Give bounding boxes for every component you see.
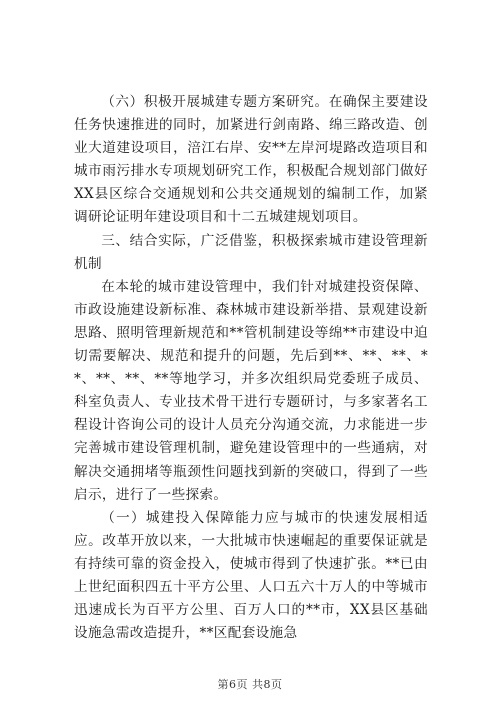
section-heading-three: 三、结合实际，广泛借鉴，积极探索城市建设管理新机制 (74, 232, 428, 272)
document-body (74, 91, 428, 645)
paragraph-management-exploration: 在本轮的城市建设管理中，我们针对城建投资保障、市政设施建设新标准、森林城市建设新举措、景观建设新思路、照明管理新规范和**管机制建设等绵**市建设中迫切需要解决、规范和提升的问题，先后到**、**、**、**、**、**、**等地学习，并多次组织局党委班子成员、科室负责人、专业技术骨干进行专题研讨，与多家著名工程设计咨询公司的设计人员充分沟通交流，力求能进一步完善城市建设管理机制，避免建设管理中的一些通病，对解决交通拥堵等瓶颈性问题找到新的突破口，得到了一些启示，进行了一些探索。 (74, 278, 428, 503)
paragraph-research-projects: （六）积极开展城建专题方案研究。在确保主要建设任务快速推进的同时，加紧进行剑南路、绵三路改造、创业大道建设项目，涪江右岸、安**左岸河堤路改造项目和城市雨污排水专项规划研究工作，积极配合规划部门做好XX县区综合交通规划和公共交通规划的编制工作，加紧调研论证明年建设项目和十二五城建规划项目。 (74, 94, 428, 226)
page-footer: 第6页 共8页 (217, 678, 283, 691)
paragraph-investment-guarantee: （一）城建投入保障能力应与城市的快速发展相适应。改革开放以来，一大批城市快速崛起的重要保证就是有持续可靠的资金投入，使城市得到了快速扩张。**已由上世纪面积四五十平方公里、人口五六十万人的中等城市迅速成长为百平方公里、百万人口的**市，XX县区基础设施急需改造提升，**区配套设施急 (74, 509, 428, 642)
